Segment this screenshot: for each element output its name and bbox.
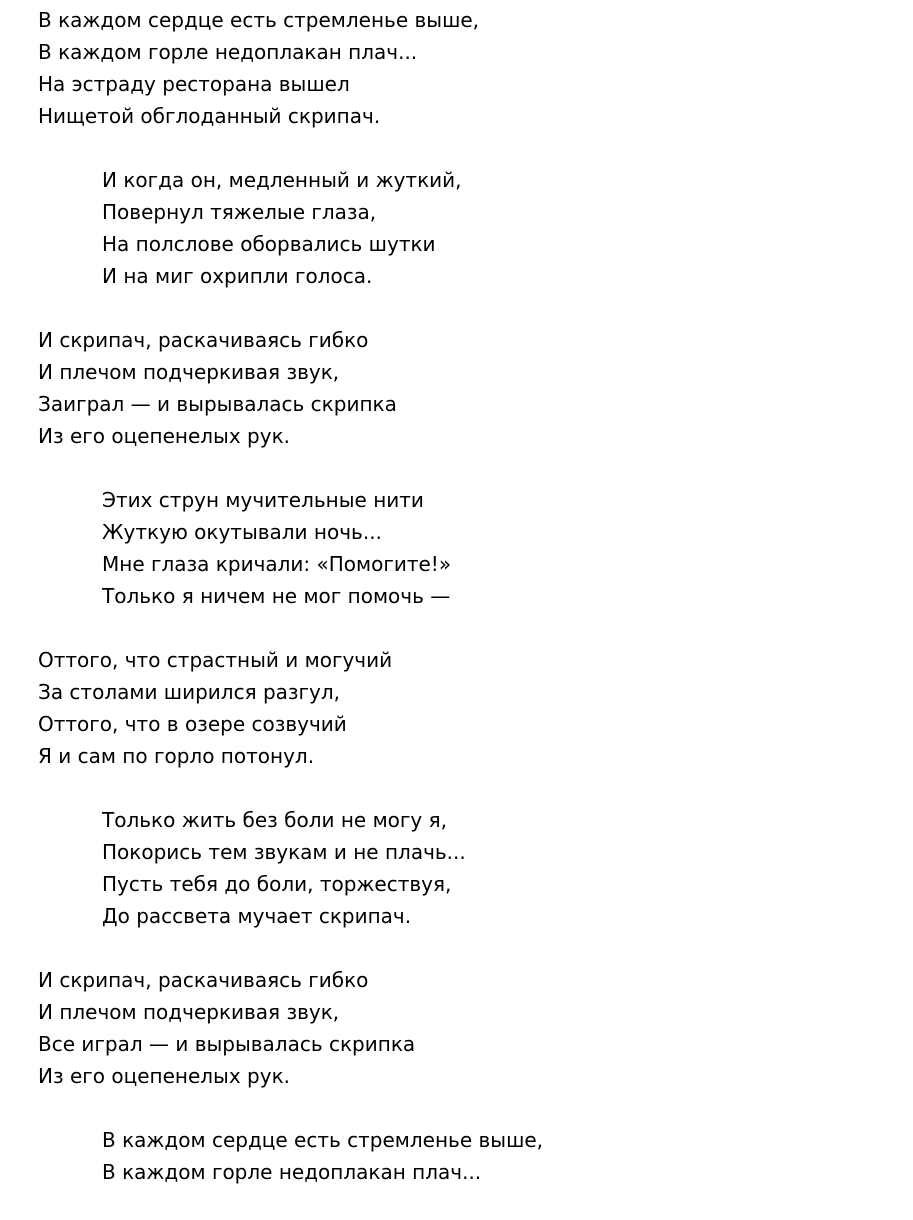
poem-line: Этих струн мучительные нити <box>102 488 424 512</box>
poem-line: Я и сам по горло потонул. <box>38 744 315 768</box>
poem-line: Только я ничем не мог помочь — <box>102 584 451 608</box>
poem-line: На эстраду ресторана вышел <box>38 72 350 96</box>
poem-line: И скрипач, раскачиваясь гибко <box>38 968 369 992</box>
poem-line: Пусть тебя до боли, торжествуя, <box>102 872 452 896</box>
poem-line: Только жить без боли не могу я, <box>102 808 447 832</box>
poem-line: Покорись тем звукам и не плачь... <box>102 840 466 864</box>
poem-line: Из его оцепенелых рук. <box>38 424 291 448</box>
stanza-3 <box>38 324 913 452</box>
stanza-8 <box>38 1124 913 1188</box>
poem-line: Мне глаза кричали: «Помогите!» <box>102 552 452 576</box>
stanza-1 <box>38 4 913 132</box>
poem-line: Заиграл — и вырывалась скрипка <box>38 392 397 416</box>
poem-line: Из его оцепенелых рук. <box>38 1064 291 1088</box>
poem-line: До рассвета мучает скрипач. <box>102 904 412 928</box>
poem-line: На полслове оборвались шутки <box>102 232 436 256</box>
poem-line: Оттого, что в озере созвучий <box>38 712 347 736</box>
stanza-7 <box>38 964 913 1092</box>
poem-line: И скрипач, раскачиваясь гибко <box>38 328 369 352</box>
poem-line: В каждом горле недоплакан плач... <box>102 1160 482 1184</box>
poem-line: Нищетой обглоданный скрипач. <box>38 104 381 128</box>
poem-line: Жуткую окутывали ночь... <box>102 520 382 544</box>
poem <box>38 4 913 1220</box>
poem-line: И когда он, медленный и жуткий, <box>102 168 462 192</box>
poem-line: За столами ширился разгул, <box>38 680 341 704</box>
poem-line: Повернул тяжелые глаза, <box>102 200 377 224</box>
poem-line: И на миг охрипли голоса. <box>102 264 373 288</box>
poem-line: И плечом подчеркивая звук, <box>38 1000 340 1024</box>
stanza-5 <box>38 644 913 772</box>
stanza-2 <box>38 164 913 292</box>
stanza-4 <box>38 484 913 612</box>
poem-line: Все играл — и вырывалась скрипка <box>38 1032 416 1056</box>
poem-line: Оттого, что страстный и могучий <box>38 648 393 672</box>
poem-line: В каждом сердце есть стремленье выше, <box>102 1128 544 1152</box>
poem-line: В каждом сердце есть стремленье выше, <box>38 8 480 32</box>
stanza-6 <box>38 804 913 932</box>
poem-line: В каждом горле недоплакан плач... <box>38 40 418 64</box>
poem-line: И плечом подчеркивая звук, <box>38 360 340 384</box>
